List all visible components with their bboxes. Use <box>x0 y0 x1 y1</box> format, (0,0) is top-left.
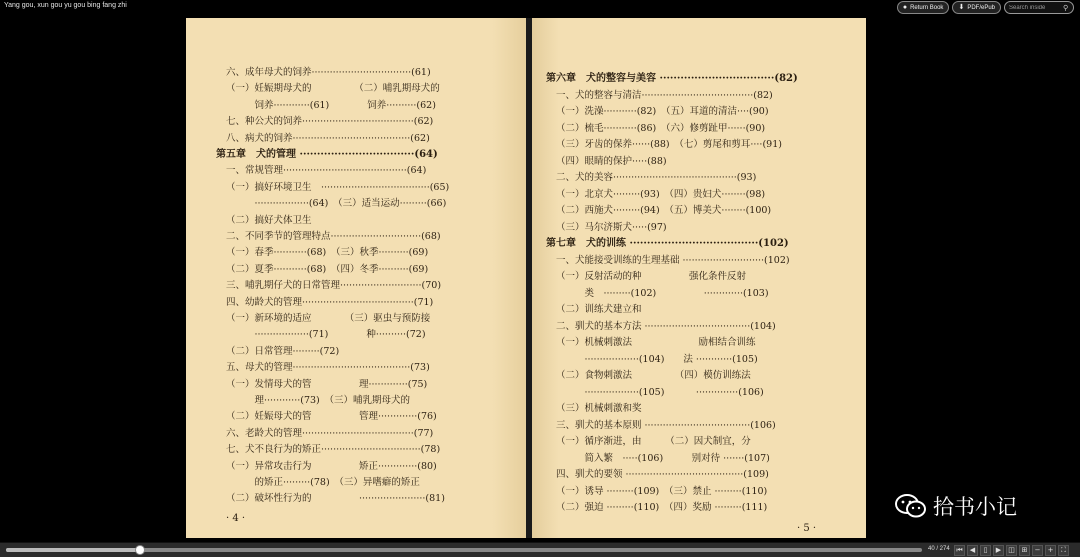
toc-line: ··················(104) 法 ············(105) <box>556 353 758 365</box>
book-icon: ● <box>902 4 908 11</box>
toc-line: （二）日常管理·········(72) <box>226 345 340 357</box>
toc-line: 六、老龄犬的管理·····································(77) <box>226 427 434 439</box>
return-book-button[interactable] <box>897 1 950 14</box>
toc-line: （一）发情母犬的管 理·············(75) <box>226 378 428 390</box>
toc-line: （二）梳毛···········(86) （六）修剪趾甲······(90) <box>556 122 766 134</box>
toc-line: （三）牙齿的保养······(88) （七）剪尾和剪耳····(91) <box>556 139 782 150</box>
toc-line: （一）反射活动的种 强化条件反射 <box>556 271 747 282</box>
toc-line: 一、常规管理·········································(64) <box>226 165 427 177</box>
search-box[interactable] <box>1004 1 1074 14</box>
toc-line: （一）春季···········(68) （三）秋季··········(69) <box>226 247 429 259</box>
pdf-epub-label: PDF/ePub <box>967 4 995 11</box>
toc-line: 六、成年母犬的饲养·································(61) <box>226 67 431 78</box>
toc-line: （二）破坏性行为的 ······················(81) <box>226 493 445 505</box>
download-icon: ⬇ <box>958 4 965 11</box>
toc-line: 八、病犬的饲养·······································(62) <box>226 132 430 144</box>
toc-line: 三、哺乳期仔犬的日常管理···························(70) <box>226 280 442 292</box>
scrubber-fill <box>6 548 140 552</box>
toc-line: 类 ·········(102) ·············(103) <box>556 287 769 299</box>
return-book-label: Return Book <box>910 4 944 11</box>
toc-line: 一、犬的整容与清洁·····································(82) <box>556 89 773 101</box>
book-title: Yang gou, xun gou yu gou bing fang zhi <box>4 2 127 9</box>
toc-line: （一）洗澡···········(82) （五）耳道的清洁····(90) <box>556 106 769 117</box>
page-scrubber[interactable] <box>6 548 922 552</box>
search-input[interactable] <box>1009 5 1063 11</box>
wechat-icon <box>895 493 927 519</box>
toc-line: 四、驯犬的要领 ·······································(109) <box>556 469 769 480</box>
toc-line: （二）食物刺激法 （四）模仿训练法 <box>556 370 751 381</box>
toc-line: 五、母犬的管理·······································(73) <box>226 362 430 374</box>
toc-line: 四、幼龄犬的管理·····································(71) <box>226 296 434 308</box>
toc-line: 二、犬的美容·········································(93) <box>556 172 757 183</box>
toc-line: （一）异常攻击行为 矫正·············(80) <box>226 460 437 472</box>
top-toolbar <box>897 1 1074 14</box>
thumbnails-icon[interactable]: ⊞ <box>1019 545 1030 556</box>
left-page-lines <box>186 18 526 538</box>
toc-line: （一）机械刺激法 励相结合训练 <box>556 337 756 348</box>
toc-line: 三、驯犬的基本原则 ···································(106) <box>556 419 776 431</box>
right-page[interactable] <box>532 18 866 538</box>
toc-line: （二）搞好犬体卫生 <box>226 214 312 226</box>
toc-line: （二）强迫 ·········(110) （四）奖励 ·········(111) <box>556 502 768 513</box>
left-page[interactable] <box>186 18 526 538</box>
toc-line: 七、犬不良行为的矫正·································(78) <box>226 444 441 456</box>
nav-controls <box>954 545 1069 556</box>
next-page-icon[interactable]: ▶ <box>993 545 1004 556</box>
toc-line: （三）机械刺激和奖 <box>556 403 642 414</box>
toc-line: 的矫正·········(78) （三）异嗜癖的矫正 <box>226 477 420 488</box>
search-icon[interactable]: ⚲ <box>1063 3 1069 12</box>
toc-line: （四）眼睛的保护·····(88) <box>556 155 667 167</box>
chapter-heading: 第五章 犬的管理 ·································(64) <box>216 149 438 160</box>
scrubber-handle[interactable] <box>135 545 145 555</box>
bottom-navbar <box>0 542 1080 557</box>
toc-line: 简入繁 ·····(106) 别对待 ·······(107) <box>556 452 770 464</box>
toc-line: 理············(73) （三）哺乳期母犬的 <box>226 395 410 406</box>
toc-line: （二）妊娠母犬的管 管理·············(76) <box>226 411 437 423</box>
first-page-icon[interactable]: ⏮ <box>954 545 965 556</box>
toc-line: 二、不同季节的管理特点······························(68) <box>226 231 441 242</box>
toc-line: （一）妊娠期母犬的 （二）哺乳期母犬的 <box>226 83 440 95</box>
toc-line: （一）循序渐进，由 （二）因犬制宜，分 <box>556 436 751 447</box>
two-page-icon[interactable]: ◫ <box>1006 545 1017 556</box>
right-page-number: · 5 · <box>797 523 817 534</box>
toc-line: （二）夏季···········(68) （四）冬季··········(69) <box>226 263 429 275</box>
zoom-in-icon[interactable]: + <box>1045 545 1056 556</box>
toc-line: ··················(105) ··············(106) <box>556 386 764 398</box>
watermark <box>895 491 1017 521</box>
toc-line: 饲养············(61) 饲养··········(62) <box>226 99 436 111</box>
chapter-heading: 第七章 犬的训练 ·····································(102) <box>546 238 789 249</box>
toc-line: 二、驯犬的基本方法 ···································(104) <box>556 320 776 332</box>
toc-line: （一）北京犬·········(93) （四）贵妇犬········(98) <box>556 188 766 200</box>
toc-line: （三）马尔济斯犬·····(97) <box>556 221 667 233</box>
toc-line: （二）训练犬建立和 <box>556 304 642 315</box>
watermark-text: 拾书小记 <box>933 495 1017 519</box>
toc-line: 一、犬能接受训练的生理基础 ···························(102) <box>556 254 790 266</box>
zoom-out-icon[interactable]: − <box>1032 545 1043 556</box>
single-page-icon[interactable]: ▯ <box>980 545 991 556</box>
toc-line: 七、种公犬的饲养·····································(62) <box>226 116 434 128</box>
right-page-lines <box>532 18 866 538</box>
prev-page-icon[interactable]: ◀ <box>967 545 978 556</box>
left-page-number: · 4 · <box>226 513 246 524</box>
page-count: 40 / 274 <box>928 546 950 552</box>
toc-line: （一）新环境的适应 （三）驱虫与预防接 <box>226 313 431 324</box>
toc-line: ··················(64) （三）适当运动·········(66) <box>226 198 447 210</box>
toc-line: （二）西施犬·········(94) （五）博美犬········(100) <box>556 205 772 216</box>
toc-line: （一）搞好环境卫生 ····································(65) <box>226 181 450 193</box>
toc-line: （一）诱导 ·········(109) （三）禁止 ·········(110) <box>556 485 768 497</box>
fullscreen-icon[interactable]: ⛶ <box>1058 545 1069 556</box>
book-spread <box>186 18 866 538</box>
chapter-heading: 第六章 犬的整容与美容 ·································(82) <box>546 73 798 84</box>
pdf-epub-button[interactable] <box>952 1 1001 14</box>
toc-line: ··················(71) 种··········(72) <box>226 329 426 341</box>
